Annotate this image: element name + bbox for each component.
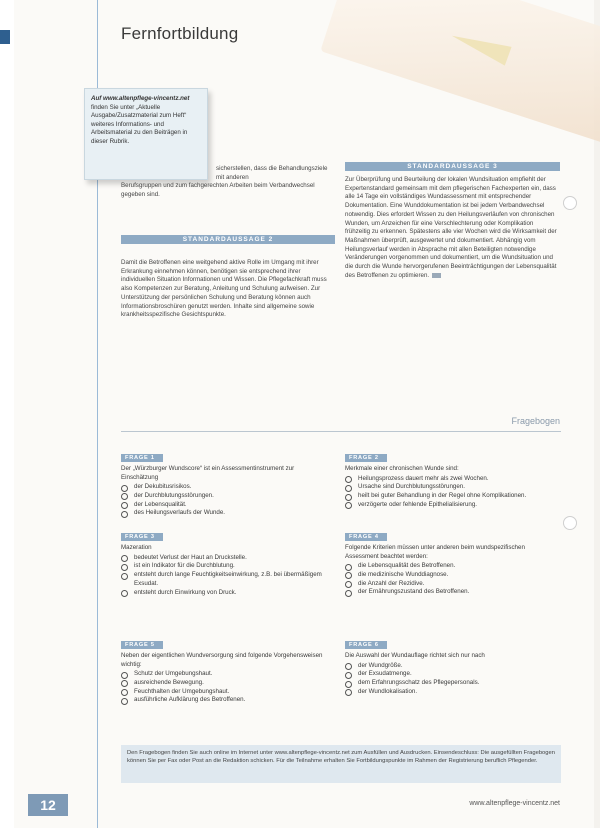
question-tag: FRAGE 1 — [121, 454, 163, 462]
radio-circle-icon[interactable] — [345, 663, 352, 670]
question-text: Neben der eigentlichen Wundversorgung sind folgende Vorgehensweisen wichtig: — [121, 652, 323, 668]
radio-circle-icon[interactable] — [345, 681, 352, 688]
radio-circle-icon[interactable] — [121, 502, 128, 509]
question-2 — [345, 446, 555, 510]
section-divider — [121, 431, 561, 432]
option-label: die Anzahl der Rezidive. — [358, 579, 425, 587]
intro-rest: Berufsgruppen und zum fachgerechten Arbeiten beim Verbandwechsel gegeben sind. — [121, 182, 315, 199]
radio-circle-icon[interactable] — [121, 689, 128, 696]
radio-circle-icon[interactable] — [345, 590, 352, 597]
end-mark-icon — [432, 273, 441, 278]
question-tag: FRAGE 4 — [345, 533, 387, 541]
option-label: der Durchblutungsstörungen. — [134, 491, 214, 499]
option-label: Schutz der Umgebungshaut. — [134, 670, 213, 677]
option-label: die medizinische Wunddiagnose. — [358, 570, 449, 578]
question-4 — [345, 525, 555, 597]
answer-option[interactable] — [121, 554, 331, 563]
question-5 — [121, 633, 331, 705]
standard-3-text: Zur Überprüfung und Beurteilung der lokalen Wundsituation empfiehlt der Expertenstandard gemeinsam mit dem pflegerischen Fachexperten ein, dass alle 14 Tage ein vollständiges Wundassessment mit entsprechender Dokumentation. Eine Wunddokumentation ist bei jedem Verbandwechsel notwendig. Dies erfordert Wissen zu den Heilungsverläufen von chronischen Wunden, um Anzeichen für eine Verschlechterung oder Komplikation frühzeitig zu erkennen. Spätestens alle vier Wochen wird die Wirksamkeit der Maßnahmen überprüft, ausgewertet und dokumentiert. Abhängig vom Heilungsverlauf werden in Absprache mit allen Beteiligten notwendige Veränderungen vorgenommen und dokumentiert, um die Wundsituation und die durch die Wunde hervorgerufenen Beeinträchtigungen der Lebensqualität des Betroffenen zu optimieren. — [345, 176, 557, 279]
page-edge — [0, 0, 14, 828]
footer-text: Den Fragebogen finden Sie auch online im Internet unter www.altenpflege-vincentz.net zum Ausfüllen und Ausdrucken. Einsendeschluss: Die ausgefüllten Fragebogen können Sie per Fax oder Post an die Redaktion schicken. Für die Teilnahme erhalten Sie Fortbildungspunkte im Rahmen der Registrierung beruflich Pflegender. — [127, 750, 555, 764]
answer-option[interactable] — [121, 679, 331, 688]
radio-circle-icon[interactable] — [345, 672, 352, 679]
radio-circle-icon[interactable] — [121, 511, 128, 518]
answer-option[interactable] — [121, 670, 331, 679]
radio-circle-icon[interactable] — [121, 680, 128, 687]
option-label: des Heilungsverlaufs der Wunde. — [134, 509, 226, 517]
intro-line-2: mit anderen — [216, 173, 249, 181]
answer-option[interactable] — [121, 696, 331, 705]
standard-2-heading: STANDARDAUSSAGE 2 — [121, 235, 335, 244]
page-number: 12 — [28, 794, 68, 816]
radio-circle-icon[interactable] — [121, 698, 128, 705]
answer-option[interactable] — [345, 662, 555, 671]
radio-circle-icon[interactable] — [121, 672, 128, 679]
option-label: dem Erfahrungsschatz des Pflegepersonals. — [358, 679, 480, 687]
question-6 — [345, 633, 555, 697]
radio-circle-icon[interactable] — [345, 476, 352, 483]
standard-3-text-wrap — [345, 176, 560, 280]
option-label: der Dekubitusrisikos. — [134, 483, 192, 490]
answer-option[interactable] — [345, 679, 555, 688]
intro-text — [121, 165, 336, 200]
radio-circle-icon[interactable] — [121, 555, 128, 562]
question-tag: FRAGE 5 — [121, 641, 163, 649]
radio-circle-icon[interactable] — [345, 572, 352, 579]
page-title: Fernfortbildung — [121, 24, 239, 43]
note-link-text[interactable]: Auf www.altenpflege-vincentz.net — [91, 95, 190, 102]
answer-option[interactable] — [345, 562, 555, 571]
standard-2-text: Damit die Betroffenen eine weitgehend aktive Rolle im Umgang mit ihrer Erkrankung einnehmen können, benötigen sie entsprechend ihrer individuellen Situation Informationen und Wissen. Die Pflegefachkraft muss also Kompetenzen zur Beratung, Anleitung und Schulung aufweisen. Zur Unterstützung der persönlichen Schulung und Beratung können auch Informationsbroschüren genutzt werden. Inhalte sind allgemeine sowie krankheitsspezifische Gesichtspunkte. — [121, 259, 327, 319]
answer-option[interactable] — [345, 670, 555, 679]
answer-option[interactable] — [345, 688, 555, 697]
answer-option[interactable] — [121, 688, 331, 697]
option-label: der Ernährungszustand des Betroffenen. — [358, 588, 470, 596]
question-tag: FRAGE 6 — [345, 641, 387, 649]
standard-3-text-block — [345, 176, 560, 280]
binder-hole — [563, 516, 577, 530]
answer-option[interactable] — [345, 580, 555, 589]
question-3 — [121, 525, 331, 597]
answer-option[interactable] — [121, 509, 331, 518]
radio-circle-icon[interactable] — [345, 689, 352, 696]
radio-circle-icon[interactable] — [345, 502, 352, 509]
note-body: finden Sie unter „Aktuelle Ausgabe/Zusatzmaterial zum Heft“ weiteres Informations- und Arbeitsmaterial zu den Beiträgen in dieser Rubrik. — [91, 103, 188, 145]
question-text: Folgende Kriterien müssen unter anderen beim wundspezifischen Assessment beachtet werden: — [345, 544, 525, 560]
option-label: der Exsudatmenge. — [358, 670, 412, 678]
option-label: Ursache sind Durchblutungsstörungen. — [358, 483, 465, 491]
option-label: der Wundlokalisation. — [358, 687, 418, 695]
footer-info-box — [121, 745, 561, 783]
option-label: verzögerte oder fehlende Epithelialisierung. — [358, 500, 478, 508]
option-label: Heilungsprozess dauert mehr als zwei Wochen. — [358, 474, 489, 482]
option-label: entsteht durch lange Feuchtigkeitseinwirkung, z.B. bei übermäßigem Exsudat. — [134, 571, 322, 587]
option-label: der Lebensqualität. — [134, 500, 187, 508]
radio-circle-icon[interactable] — [121, 590, 128, 597]
radio-circle-icon[interactable] — [121, 493, 128, 500]
standard-3-heading: STANDARDAUSSAGE 3 — [345, 162, 560, 171]
answer-option[interactable] — [121, 483, 331, 492]
option-label: Feuchthalten der Umgebungshaut. — [134, 687, 230, 695]
answer-option[interactable] — [121, 492, 331, 501]
radio-circle-icon[interactable] — [345, 564, 352, 571]
option-label: entsteht durch Einwirkung von Druck. — [134, 588, 237, 596]
radio-circle-icon[interactable] — [345, 581, 352, 588]
option-label: der Wundgröße. — [358, 661, 403, 669]
option-label: heilt bei guter Behandlung in der Regel ohne Komplikationen. — [358, 492, 527, 500]
answer-option[interactable] — [345, 571, 555, 580]
radio-circle-icon[interactable] — [121, 573, 128, 580]
answer-option[interactable] — [345, 483, 555, 492]
question-tag: FRAGE 3 — [121, 533, 163, 541]
radio-circle-icon[interactable] — [345, 485, 352, 492]
option-label: die Lebensqualität des Betroffenen. — [358, 562, 456, 569]
answer-option[interactable] — [121, 589, 331, 598]
answer-option[interactable] — [345, 588, 555, 597]
question-1 — [121, 446, 331, 518]
option-label: ist ein Indikator für die Durchblutung. — [134, 562, 235, 570]
option-label: bedeutet Verlust der Haut an Druckstelle. — [134, 553, 247, 561]
option-label: ausführliche Aufklärung des Betroffenen. — [134, 696, 246, 704]
spine-marker — [0, 30, 10, 44]
question-text: Die Auswahl der Wundauflage richtet sich nur nach — [345, 652, 485, 659]
question-text: Mazeration — [121, 544, 152, 551]
radio-circle-icon[interactable] — [345, 494, 352, 501]
question-tag: FRAGE 2 — [345, 454, 387, 462]
answer-option[interactable] — [121, 562, 331, 571]
radio-circle-icon[interactable] — [121, 485, 128, 492]
answer-option[interactable] — [345, 475, 555, 484]
question-text: Merkmale einer chronischen Wunde sind: — [345, 465, 459, 472]
intro-line-1: sicherstellen, dass die Behandlungsziele — [216, 165, 328, 172]
question-text: Der „Würzburger Wundscore“ ist ein Assessmentinstrument zur Einschätzung — [121, 465, 295, 481]
answer-option[interactable] — [345, 501, 555, 510]
standard-2-text-block — [121, 259, 335, 320]
answer-option[interactable] — [121, 501, 331, 510]
answer-option[interactable] — [345, 492, 555, 501]
radio-circle-icon[interactable] — [121, 564, 128, 571]
binder-hole — [563, 196, 577, 210]
answer-option[interactable] — [121, 571, 331, 589]
section-label: Fragebogen — [511, 416, 560, 426]
option-label: ausreichende Bewegung. — [134, 678, 204, 686]
footer-url[interactable]: www.altenpflege-vincentz.net — [469, 800, 560, 807]
